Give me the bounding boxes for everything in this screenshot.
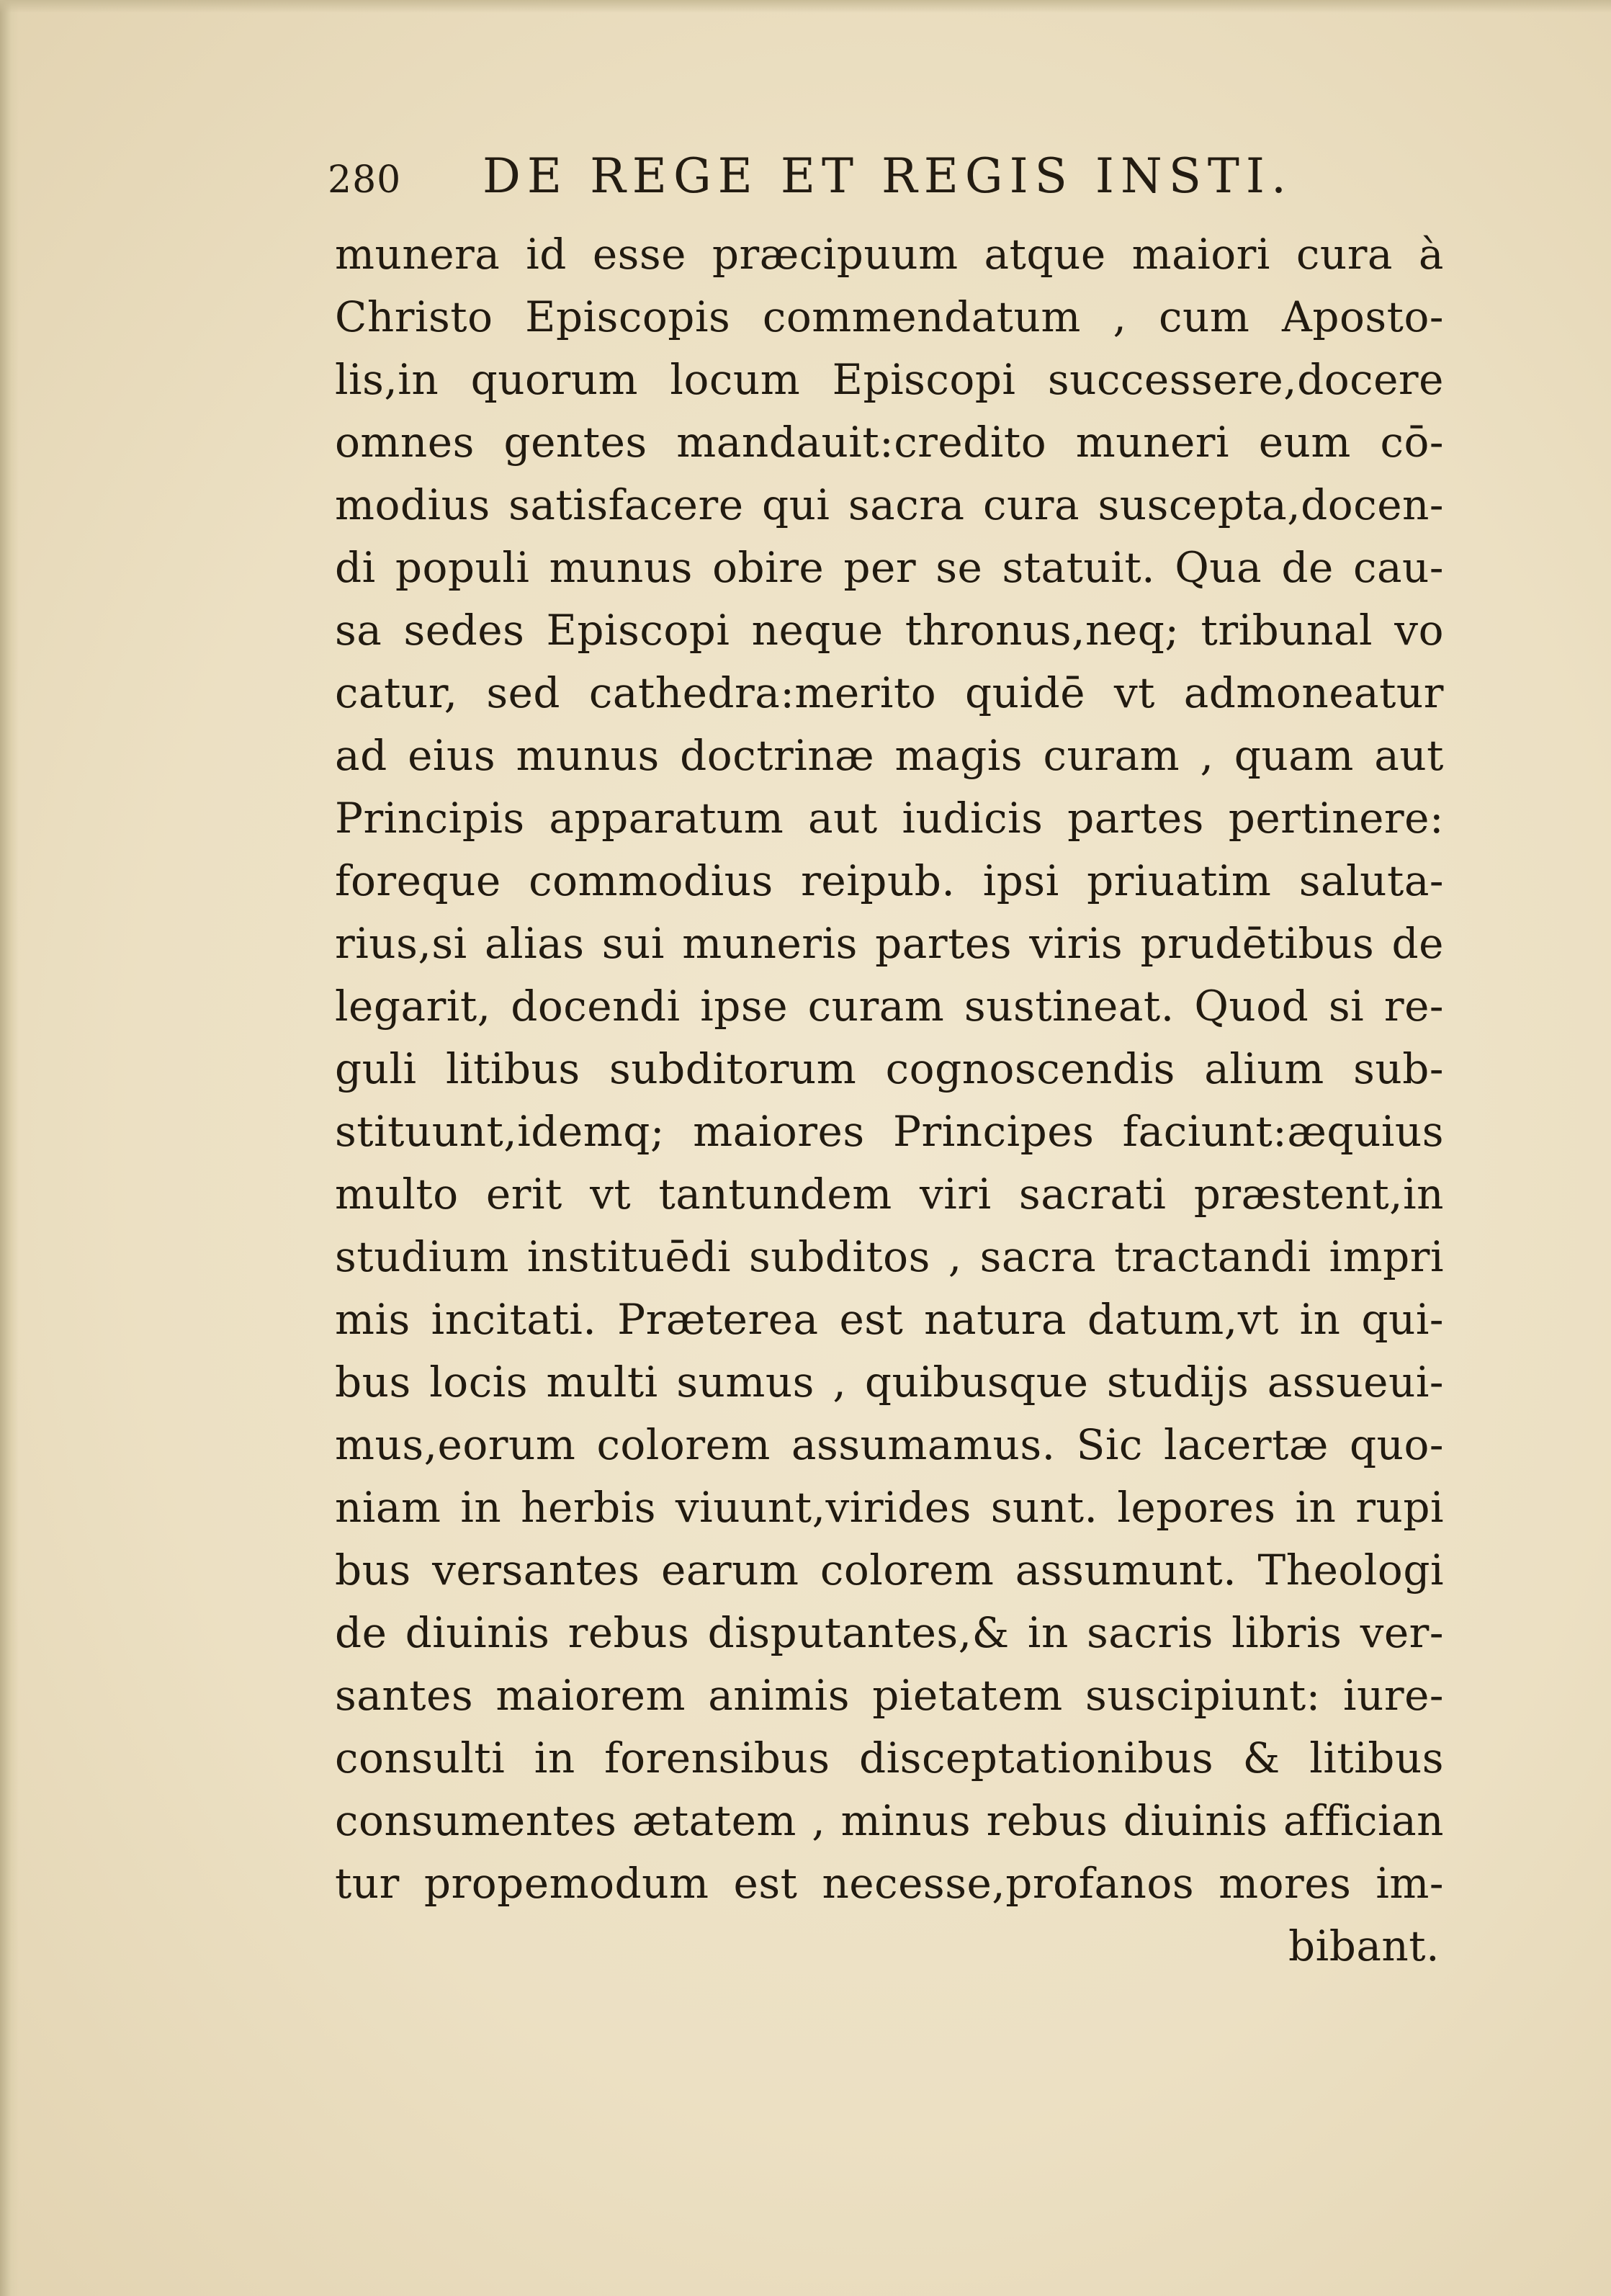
text-line: de diuinis rebus disputantes,& in sacris libris ver- <box>335 1608 1444 1657</box>
text-line: Principis apparatum aut iudicis partes pertinere: <box>335 794 1444 843</box>
text-line: lis,in quorum locum Episcopi successere,docere <box>335 355 1444 404</box>
text-line: multo erit vt tantundem viri sacrati præstent,in <box>335 1170 1444 1219</box>
text-line: sa sedes Episcopi neque thronus,neq; tribunal vo <box>335 606 1444 655</box>
text-line: foreque commodius reipub. ipsi priuatim saluta- <box>335 856 1444 905</box>
running-head: DE REGE ET REGIS INSTI. <box>483 148 1293 204</box>
text-line: ad eius munus doctrinæ magis curam , quam aut <box>335 731 1444 780</box>
text-line: consulti in forensibus disceptationibus & litibus <box>335 1734 1444 1782</box>
text-line: catur, sed cathedra:merito quidē vt admoneatur <box>335 668 1444 717</box>
text-line: niam in herbis viuunt,virides sunt. lepores in rupi <box>335 1483 1444 1532</box>
body-text <box>335 223 1444 1978</box>
text-line: bus versantes earum colorem assumunt. Theologi <box>335 1546 1444 1595</box>
text-line-final: bibant. <box>1288 1921 1440 1970</box>
page-edge-shadow <box>0 0 19 2296</box>
text-line: studium instituēdi subditos , sacra tractandi impri <box>335 1232 1444 1281</box>
text-line: mus,eorum colorem assumamus. Sic lacertæ quo- <box>335 1420 1444 1469</box>
text-line: bus locis multi sumus , quibusque studijs assueui- <box>335 1358 1444 1407</box>
text-line: rius,si alias sui muneris partes viris prudētibus de <box>335 919 1444 968</box>
page-top-shadow <box>0 0 1611 13</box>
text-line: di populi munus obire per se statuit. Qua de cau- <box>335 543 1444 592</box>
text-line: guli litibus subditorum cognoscendis alium sub- <box>335 1044 1444 1093</box>
page-header <box>328 144 1293 209</box>
text-line: modius satisfacere qui sacra cura suscepta,docen- <box>335 480 1444 529</box>
text-line: omnes gentes mandauit:credito muneri eum cō- <box>335 418 1444 467</box>
text-line: consumentes ætatem , minus rebus diuinis affician <box>335 1796 1444 1845</box>
page-number: 280 <box>328 158 402 202</box>
text-line: Christo Episcopis commendatum , cum Aposto- <box>335 292 1444 341</box>
text-line: munera id esse præcipuum atque maiori cura à <box>335 230 1444 279</box>
text-line: legarit, docendi ipse curam sustineat. Quod si re- <box>335 982 1444 1031</box>
text-line: tur propemodum est necesse,profanos mores im- <box>335 1859 1444 1908</box>
text-line: stituunt,idemq; maiores Principes faciunt:æquius <box>335 1107 1444 1156</box>
text-line: mis incitati. Præterea est natura datum,vt in qui- <box>335 1295 1444 1344</box>
text-line: santes maiorem animis pietatem suscipiunt: iure- <box>335 1671 1444 1720</box>
